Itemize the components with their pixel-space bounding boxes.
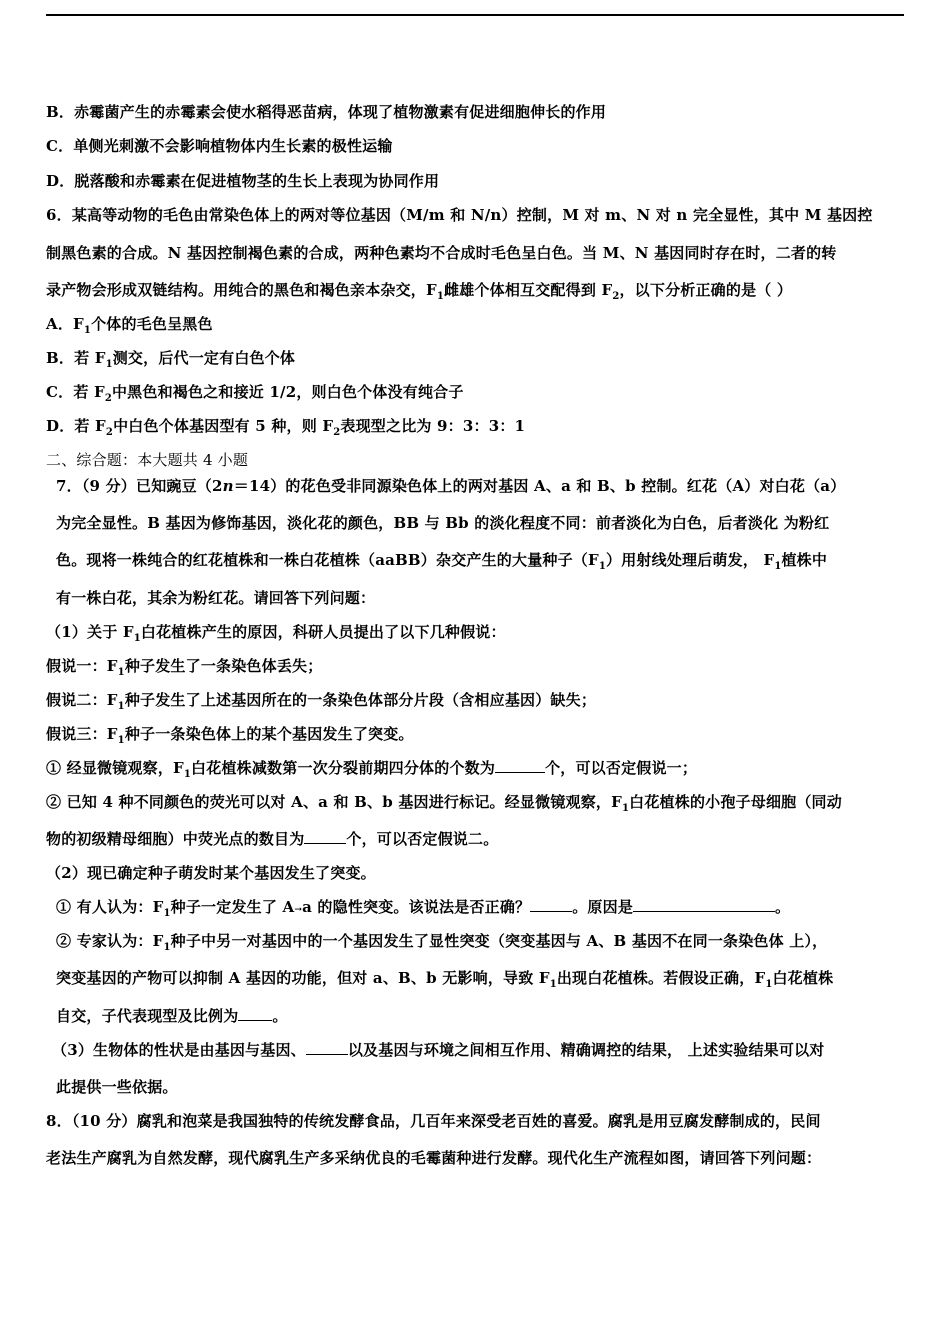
answer-blank[interactable]: [495, 758, 545, 773]
answer-blank[interactable]: [633, 897, 775, 912]
q6-option-b: B．若 $F_1$测交，后代一定有白色个体: [46, 349, 296, 370]
q7-part2-item2-line3: 自交，子代表现型及比例为 。: [56, 1007, 288, 1025]
section-heading: 二、综合题：本大题共 4 小题: [46, 451, 249, 469]
q7-hypothesis-1: 假说一：$F_1$种子发生了一条染色体丢失；: [46, 657, 323, 678]
q7-part3-line1: （3）生物体的性状是由基因与基因、 以及基因与环境之间相互作用、精确调控的结果， 上述实验结果可以对: [52, 1041, 825, 1059]
q7-part2-item2-line1: ② 专家认为：$F_1$种子中另一对基因中的一个基因发生了显性突变（突变基因与 A、B 基因不在同一条染色体 上），: [56, 932, 828, 953]
q6-stem-line1: 6．某高等动物的毛色由常染色体上的两对等位基因（M/m 和 N/n）控制，M 对 m、N 对 n 完全显性，其中 M 基因控: [46, 206, 873, 224]
q7-part1-item2-line1: ② 已知 4 种不同颜色的荧光可以对 A、a 和 B、b 基因进行标记。经显微镜观察，$F_1$白花植株的小孢子母细胞（同动: [46, 793, 842, 814]
answer-blank[interactable]: [306, 1040, 348, 1055]
q5-option-c: C．单侧光刺激不会影响植物体内生长素的极性运输: [46, 137, 393, 155]
q5-option-d: D．脱落酸和赤霉素在促进植物茎的生长上表现为协同作用: [46, 172, 440, 190]
q7-stem-line2: 为完全显性。B 基因为修饰基因，淡化花的颜色，BB 与 Bb 的淡化程度不同：前者淡化为白色，后者淡化 为粉红: [56, 514, 830, 532]
q6-option-d: D．若 $F_2$中白色个体基因型有 5 种，则 $F_2$表现型之比为 9：3：3：1: [46, 417, 526, 438]
q8-stem-line2: 老法生产腐乳为自然发酵，现代腐乳生产多采纳优良的毛霉菌种进行发酵。现代化生产流程如图，请回答下列问题：: [46, 1149, 822, 1167]
q7-part2-item2-line2: 突变基因的产物可以抑制 A 基因的功能，但对 a、B、b 无影响，导致 $F_1$出现白花植株。若假设正确，$F_1$白花植株: [56, 969, 834, 990]
q7-stem-line4: 有一株白花，其余为粉红花。请回答下列问题：: [56, 589, 376, 607]
answer-blank[interactable]: [530, 897, 572, 912]
q7-part3-line2: 此提供一些依据。: [56, 1078, 178, 1096]
q7-part1-item2-line2: 物的初级精母细胞）中荧光点的数目为 个，可以否定假说二。: [46, 830, 499, 848]
q6-option-c: C．若 $F_2$中黑色和褐色之和接近 1/2，则白色个体没有纯合子: [46, 383, 464, 404]
q5-option-b: B．赤霉菌产生的赤霉素会使水稻得恶苗病，体现了植物激素有促进细胞伸长的作用: [46, 103, 607, 121]
q7-stem-line1: 7．（9 分）已知豌豆（2n＝14）的花色受非同源染色体上的两对基因 A、a 和 B、b 控制。红花（A）对白花（a）: [56, 477, 846, 495]
q7-part1: （1）关于 $F_1$白花植株产生的原因，科研人员提出了以下几种假说：: [46, 623, 506, 644]
header-rule: [46, 14, 904, 16]
q6-stem-line3: 录产物会形成双链结构。用纯合的黑色和褐色亲本杂交，$F_1$雌雄个体相互交配得到 $F_2$，以下分析正确的是（ ）: [46, 281, 793, 302]
q7-part2-item1: ① 有人认为：$F_1$种子一定发生了 A→a 的隐性突变。该说法是否正确？ 。原因是 。: [56, 898, 791, 919]
q8-stem-line1: 8．（10 分）腐乳和泡菜是我国独特的传统发酵食品，几百年来深受老百姓的喜爱。腐乳是用豆腐发酵制成的，民间: [46, 1112, 821, 1130]
answer-blank[interactable]: [238, 1006, 272, 1021]
q7-hypothesis-2: 假说二：$F_1$种子发生了上述基因所在的一条染色体部分片段（含相应基因）缺失；: [46, 691, 597, 712]
answer-blank[interactable]: [304, 829, 346, 844]
q6-option-a: A．$F_1$个体的毛色呈黑色: [46, 315, 213, 336]
q7-part2: （2）现已确定种子萌发时某个基因发生了突变。: [46, 864, 376, 882]
q6-stem-line2: 制黑色素的合成。N 基因控制褐色素的合成，两种色素均不合成时毛色呈白色。当 M、N 基因同时存在时，二者的转: [46, 244, 837, 262]
q7-hypothesis-3: 假说三：$F_1$种子一条染色体上的某个基因发生了突变。: [46, 725, 414, 746]
q7-part1-item1: ① 经显微镜观察，$F_1$白花植株减数第一次分裂前期四分体的个数为 个，可以否定假说一；: [46, 759, 698, 780]
q7-stem-line3: 色。现将一株纯合的红花植株和一株白花植株（aaBB）杂交产生的大量种子$(F_1)$用射线处理后萌发， $F_1$植株中: [56, 551, 828, 572]
